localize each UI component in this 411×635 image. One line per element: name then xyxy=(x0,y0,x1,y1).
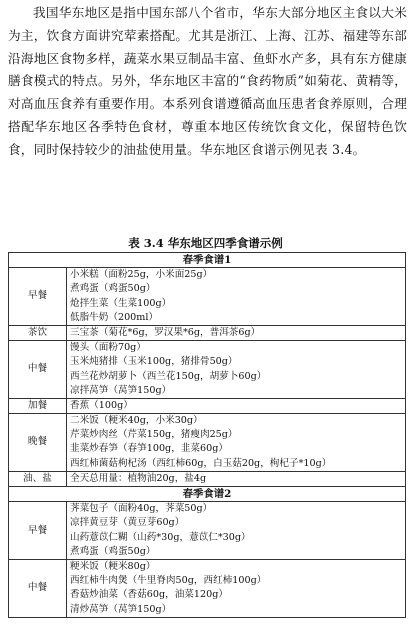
meal-label: 中餐 xyxy=(9,560,67,618)
dish-list xyxy=(67,560,406,618)
meal-label: 茶饮 xyxy=(9,325,67,340)
dish-item: 全天总用量：植物油20g，盐4g xyxy=(70,472,207,484)
dish-item: 西红柿牛肉煲（牛里脊肉50g，西红柿100g） xyxy=(70,575,267,587)
meal-label: 中餐 xyxy=(9,341,67,399)
dish-item: 芹菜炒肉丝（芹菜150g，猪瘦肉25g） xyxy=(70,429,238,441)
dish-list xyxy=(67,341,406,399)
dish-item: 香蕉（100g） xyxy=(70,399,133,411)
table-row xyxy=(9,471,406,486)
season-title: 春季食谱2 xyxy=(9,487,406,502)
season-header-row xyxy=(9,253,406,268)
dish-list xyxy=(67,268,406,326)
dish-list xyxy=(67,398,406,413)
dish-item: 小米糕（面粉25g，小米面25g） xyxy=(70,269,213,281)
dish-item: 馒头（面粉70g） xyxy=(70,342,146,354)
intro-paragraph: 我国华东地区是指中国东部八个省市，华东大部分地区主食以大米为主，饮食方面讲究荤素搭配。尤其是浙江、上海、江苏、福建等东部沿海地区食物多样，蔬菜水果豆制品丰富、鱼虾水产多，具有东方健康膳食模式的特点。另外，华东地区丰富的“食药物质”如菊花、黄精等，对高血压食养有重要作用。本系列食谱遵循高血压患者食养原则，合理搭配华东地区各季特色食材，尊重本地区传统饮食文化，保留特色饮食，同时保持较少的油盐使用量。华东地区食谱示例见表 3.4。 xyxy=(8,5,407,157)
recipe-table xyxy=(8,252,406,618)
table-row xyxy=(9,502,406,560)
dish-item: 西兰花炒胡萝卜（西兰花150g，胡萝卜60g） xyxy=(70,370,267,382)
table-row xyxy=(9,268,406,326)
dish-item: 二米饭（粳米40g，小米30g） xyxy=(70,415,203,427)
dish-item: 炝拌生菜（生菜100g） xyxy=(70,297,172,309)
table-row xyxy=(9,398,406,413)
dish-item: 山药薏苡仁糊（山药*30g，薏苡仁*30g） xyxy=(70,531,251,543)
season-header-row xyxy=(9,487,406,502)
dish-item: 煮鸡蛋（鸡蛋50g） xyxy=(70,545,156,557)
dish-item: 香菇炒油菜（香菇60g，油菜120g） xyxy=(70,589,228,601)
dish-list xyxy=(67,325,406,340)
dish-item: 煮鸡蛋（鸡蛋50g） xyxy=(70,283,156,295)
season-title: 春季食谱1 xyxy=(9,253,406,268)
dish-item: 清炒莴笋（莴笋150g） xyxy=(70,603,172,615)
meal-label: 油、盐 xyxy=(9,471,67,486)
dish-item: 韭菜炒春笋（春笋100g，韭菜60g） xyxy=(70,443,228,455)
table-row xyxy=(9,414,406,472)
meal-label: 加餐 xyxy=(9,398,67,413)
meal-label: 早餐 xyxy=(9,502,67,560)
table-row xyxy=(9,341,406,399)
dish-item: 粳米饭（粳米80g） xyxy=(70,561,156,573)
dish-list xyxy=(67,502,406,560)
dish-item: 低脂牛奶（200ml） xyxy=(70,311,159,323)
dish-item: 凉拌黄豆芽（黄豆芽60g） xyxy=(70,517,185,529)
dish-item: 玉米炖猪排（玉米100g，猪排骨50g） xyxy=(70,356,238,368)
table-row xyxy=(9,560,406,618)
dish-item: 凉拌莴笋（莴笋150g） xyxy=(70,384,172,396)
dish-item: 三宝茶（菊花*6g，罗汉果*6g，普洱茶6g） xyxy=(70,326,261,338)
table-row xyxy=(9,325,406,340)
meal-label: 晚餐 xyxy=(9,414,67,472)
dish-list xyxy=(67,471,406,486)
table-caption: 表 3.4 华东地区四季食谱示例 xyxy=(128,236,283,250)
meal-label: 早餐 xyxy=(9,268,67,326)
dish-item: 荠菜包子（面粉40g，荠菜50g） xyxy=(70,503,213,515)
dish-item: 西红柿菌菇枸杞汤（西红柿60g，白玉菇20g，枸杞子*10g） xyxy=(70,457,332,469)
dish-list xyxy=(67,414,406,472)
